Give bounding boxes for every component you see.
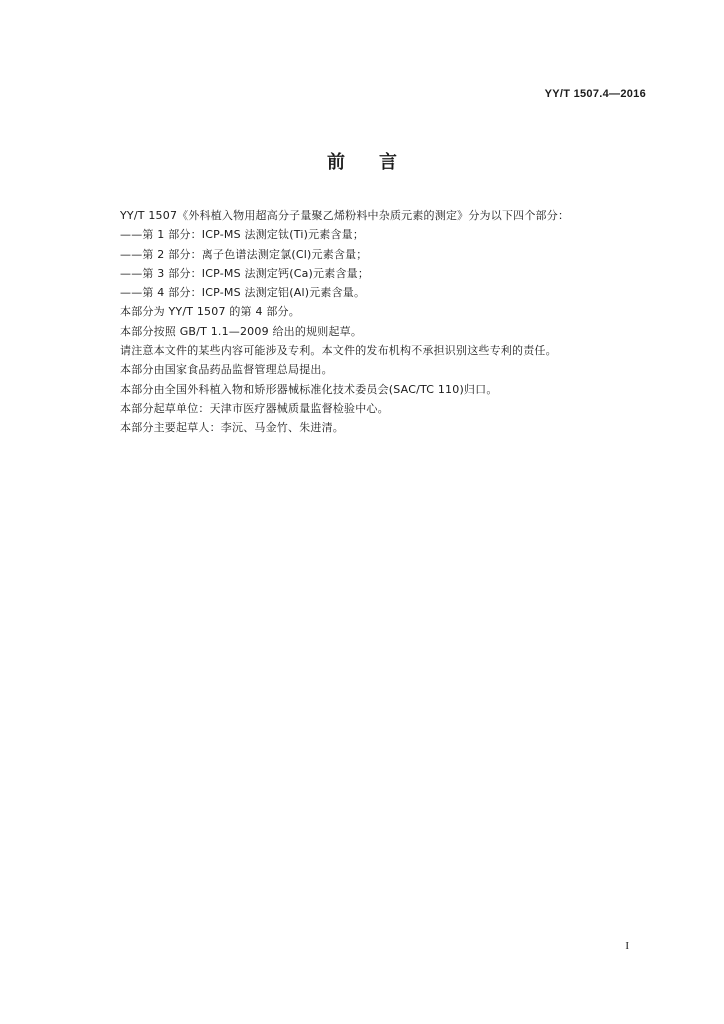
paragraph-proposer: 本部分由国家食品药品监督管理总局提出。 <box>120 363 333 377</box>
list-item-part-1: ——第 1 部分：ICP-MS 法测定钛(Ti)元素含量； <box>120 228 365 242</box>
paragraph-drafting-unit: 本部分起草单位：天津市医疗器械质量监督检验中心。 <box>120 401 389 415</box>
list-item-part-4: ——第 4 部分：ICP-MS 法测定铝(Al)元素含量。 <box>120 286 366 300</box>
paragraph-committee: 本部分由全国外科植入物和矫形器械标准化技术委员会(SAC/TC 110)归口。 <box>120 382 498 396</box>
paragraph-intro: YY/T 1507《外科植入物用超高分子量聚乙烯粉料中杂质元素的测定》分为以下四个部分： <box>120 209 570 222</box>
paragraph-drafting-rules: 本部分按照 GB/T 1.1—2009 给出的规则起草。 <box>120 324 363 338</box>
paragraph-drafters: 本部分主要起草人：李沅、马金竹、朱进清。 <box>120 421 344 435</box>
page-title: 前言 <box>327 152 431 173</box>
list-item-part-3: ——第 3 部分：ICP-MS 法测定钙(Ca)元素含量； <box>120 266 370 280</box>
foreword-body <box>120 206 660 438</box>
list-item-part-2: ——第 2 部分：离子色谱法测定氯(Cl)元素含量； <box>120 247 368 261</box>
paragraph-patent-notice: 请注意本文件的某些内容可能涉及专利。本文件的发布机构不承担识别这些专利的责任。 <box>120 344 557 358</box>
paragraph-part-statement: 本部分为 YY/T 1507 的第 4 部分。 <box>120 305 300 319</box>
page-number: I <box>625 940 629 952</box>
standard-code: YY/T 1507.4—2016 <box>544 88 646 100</box>
